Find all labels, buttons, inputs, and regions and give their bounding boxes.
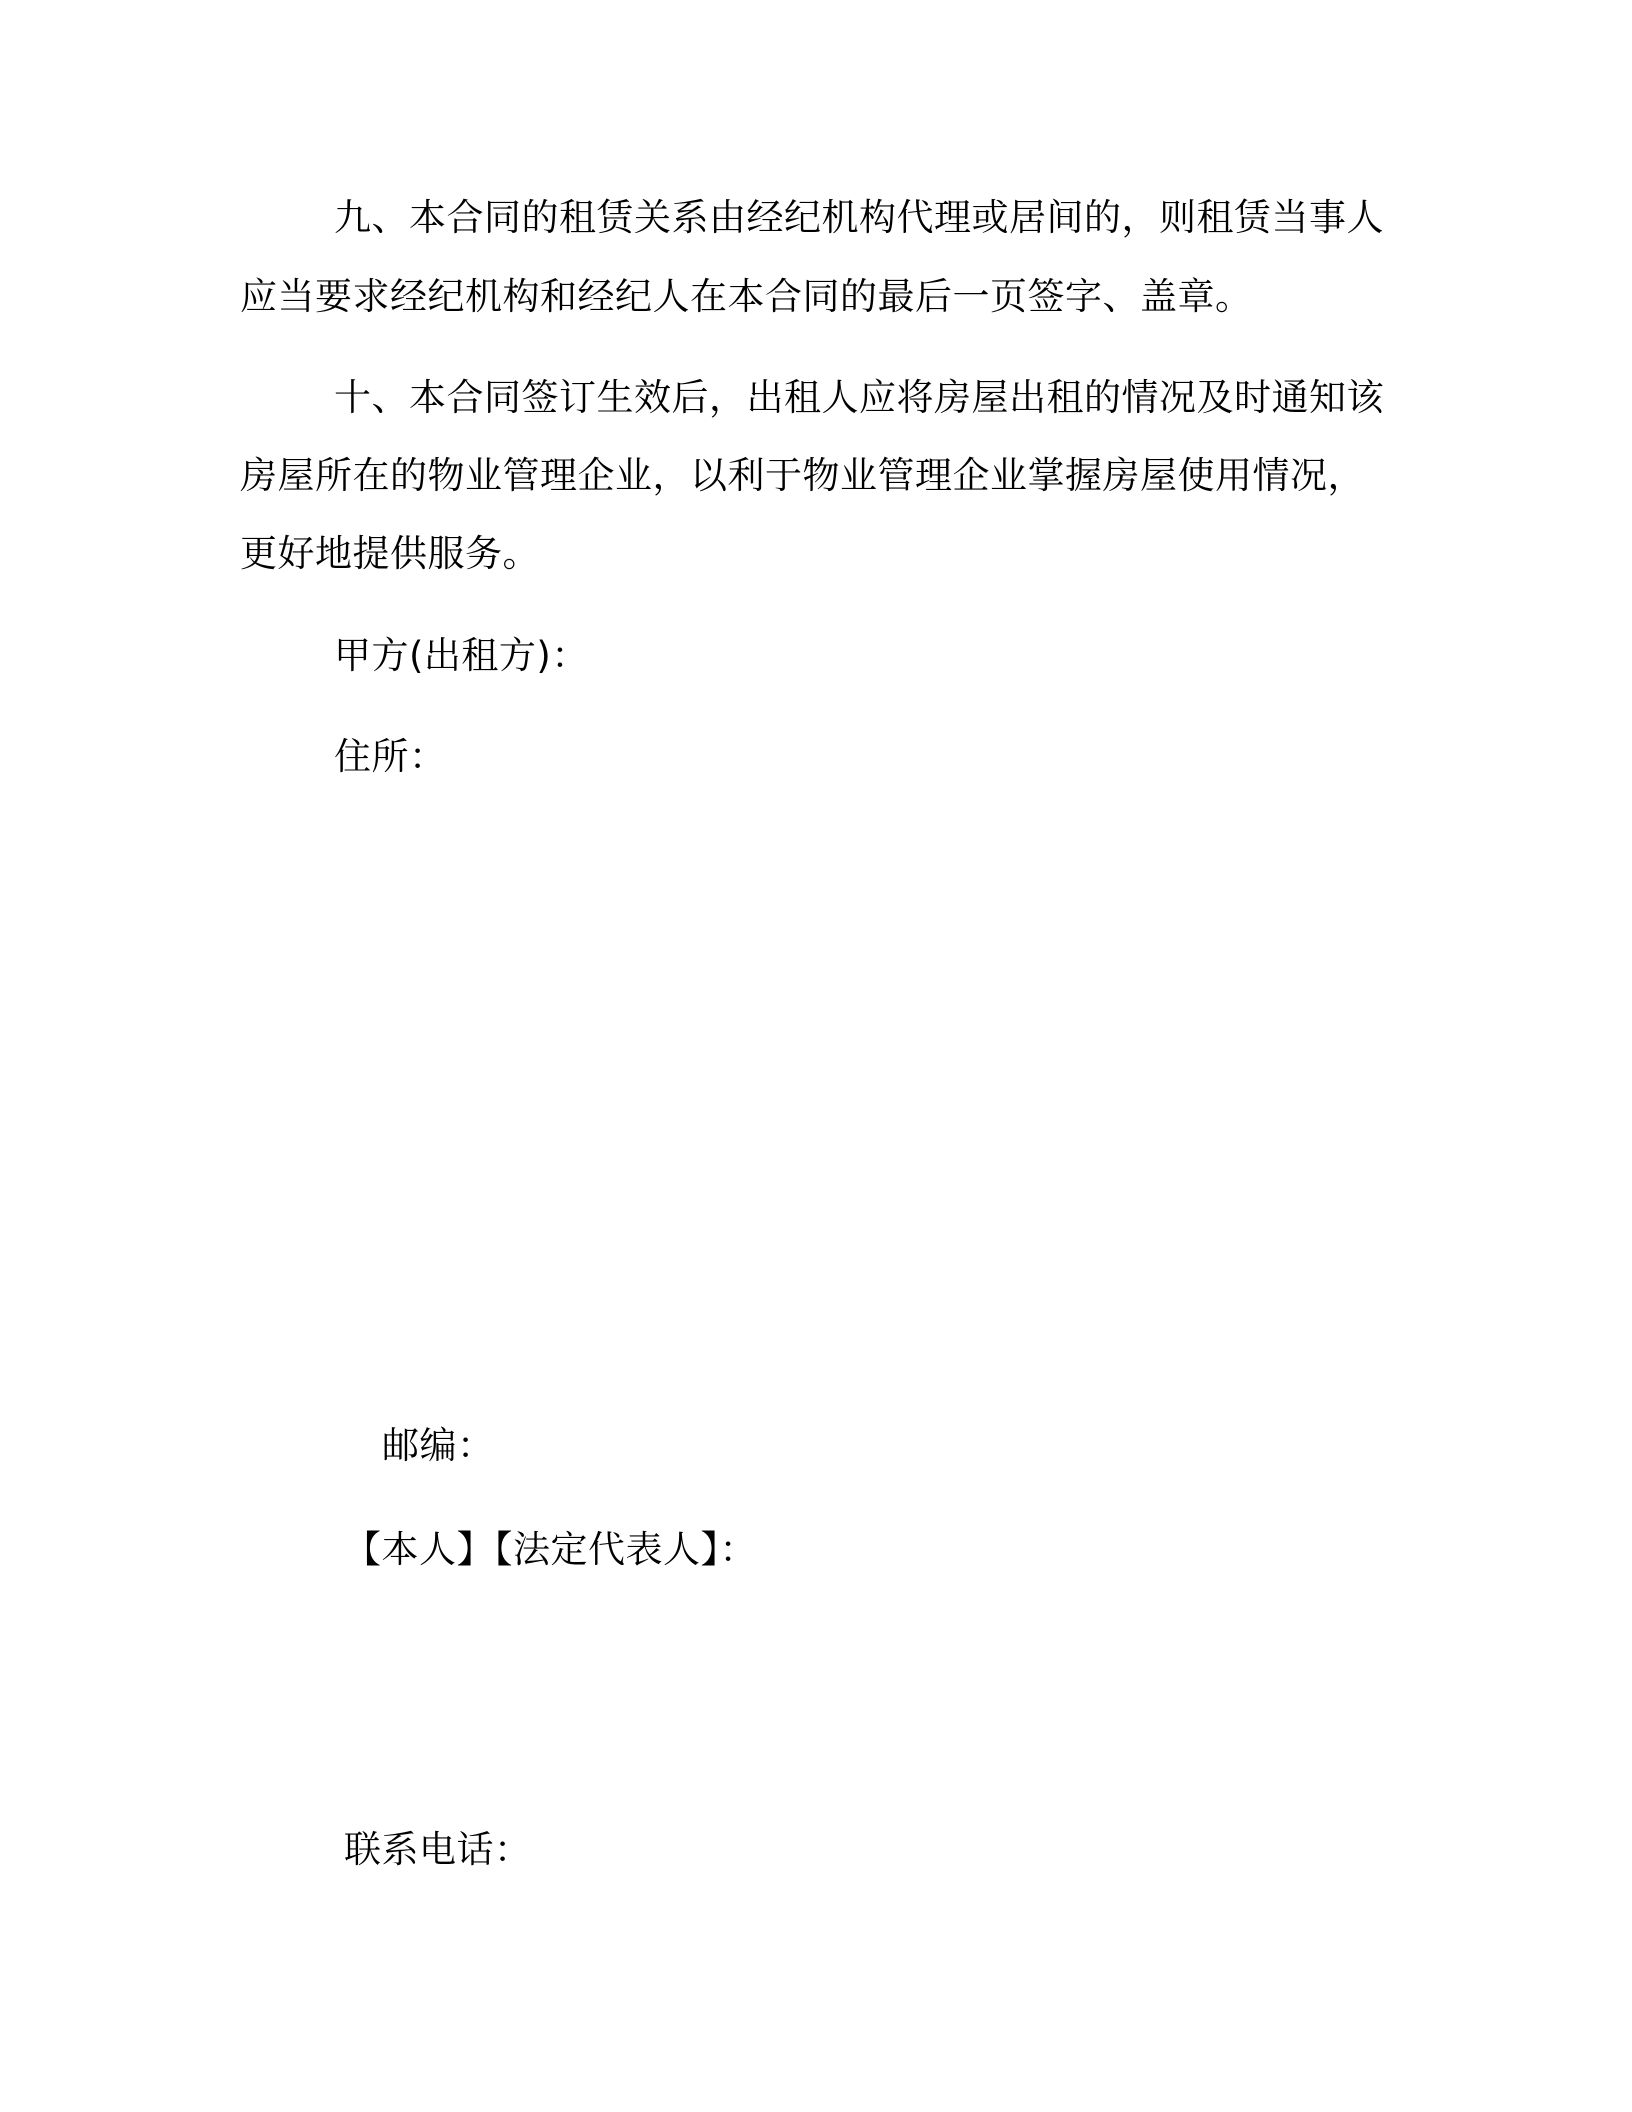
clause-10-line-1: 十、本合同签订生效后，出租人应将房屋出租的情况及时通知该 bbox=[334, 376, 1384, 419]
phone-label: 联系电话： bbox=[344, 1828, 532, 1871]
clause-9-line-1: 九、本合同的租赁关系由经纪机构代理或居间的，则租赁当事人 bbox=[334, 196, 1384, 239]
address-label: 住所： bbox=[334, 735, 447, 778]
party-a-label: 甲方(出租方)： bbox=[334, 634, 589, 677]
postcode-label: 邮编： bbox=[382, 1424, 495, 1467]
clause-10-line-2: 房屋所在的物业管理企业，以利于物业管理企业掌握房屋使用情况， bbox=[240, 454, 1365, 497]
clause-9-line-2: 应当要求经纪机构和经纪人在本合同的最后一页签字、盖章。 bbox=[240, 275, 1253, 318]
representative-label: 【本人】【法定代表人】： bbox=[344, 1528, 757, 1571]
clause-10-line-3: 更好地提供服务。 bbox=[240, 532, 540, 575]
